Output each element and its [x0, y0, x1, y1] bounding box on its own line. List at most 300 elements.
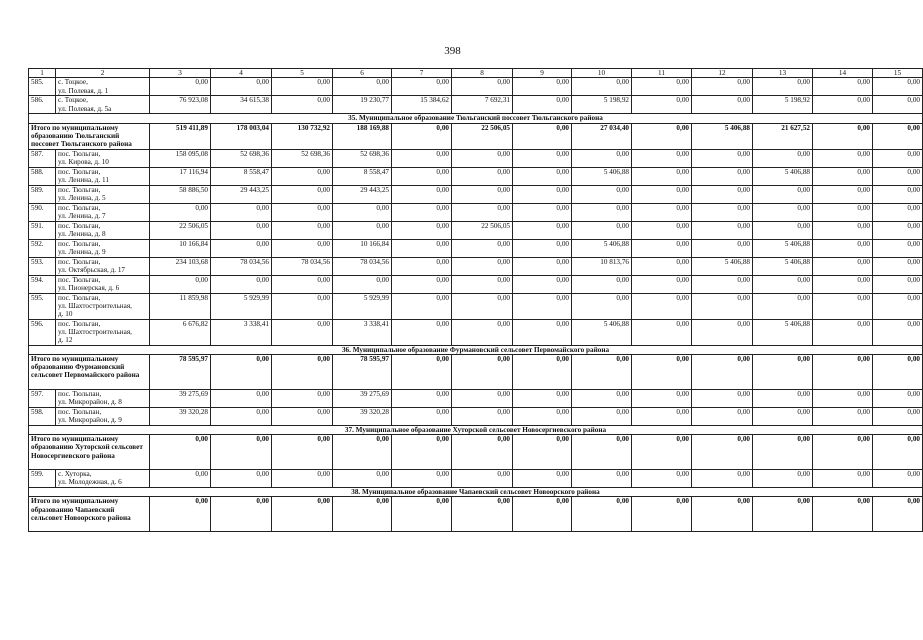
value-cell: 8 558,47: [211, 167, 272, 185]
value-cell: 0,00: [272, 293, 333, 319]
address-cell: пос. Тюльган, ул. Ленина, д. 7: [56, 203, 150, 221]
value-cell: 0,00: [632, 389, 692, 407]
address-cell: пос. Тюльган, ул. Ленина, д. 9: [56, 239, 150, 257]
value-cell: 0,00: [632, 203, 692, 221]
value-cell: 0,00: [692, 185, 753, 203]
value-cell: 0,00: [333, 203, 392, 221]
value-cell: 0,00: [333, 221, 392, 239]
value-cell: 0,00: [813, 407, 873, 425]
total-value: 0,00: [632, 497, 692, 532]
value-cell: 0,00: [272, 407, 333, 425]
row-number: 593.: [29, 257, 56, 275]
address-cell: пос. Тюльган, ул. Октябрьская, д. 17: [56, 257, 150, 275]
table-row: [29, 239, 923, 257]
total-row: [29, 435, 923, 470]
total-value: 0,00: [272, 354, 333, 389]
value-cell: 0,00: [632, 239, 692, 257]
column-number-cell: 6: [333, 69, 392, 78]
value-cell: 0,00: [813, 149, 873, 167]
value-cell: 0,00: [572, 185, 632, 203]
total-value: 0,00: [150, 435, 211, 470]
value-cell: 0,00: [692, 78, 753, 96]
value-cell: 0,00: [392, 407, 452, 425]
value-cell: 22 506,05: [452, 221, 513, 239]
value-cell: 0,00: [813, 239, 873, 257]
value-cell: 234 103,68: [150, 257, 211, 275]
value-cell: 0,00: [572, 149, 632, 167]
value-cell: 0,00: [211, 407, 272, 425]
value-cell: 52 698,36: [211, 149, 272, 167]
column-number-cell: 9: [513, 69, 572, 78]
total-value: 519 411,89: [150, 123, 211, 149]
row-number: 587.: [29, 149, 56, 167]
total-value: 0,00: [692, 354, 753, 389]
value-cell: 0,00: [572, 293, 632, 319]
value-cell: 0,00: [452, 257, 513, 275]
value-cell: 0,00: [211, 275, 272, 293]
total-value: 0,00: [692, 435, 753, 470]
total-value: 0,00: [873, 354, 923, 389]
value-cell: 0,00: [513, 167, 572, 185]
value-cell: 0,00: [873, 293, 923, 319]
section-heading: 38. Муниципальное образование Чапаевский сельсовет Новоорского района: [29, 488, 923, 497]
value-cell: 0,00: [572, 78, 632, 96]
row-number: 594.: [29, 275, 56, 293]
value-cell: 6 676,82: [150, 319, 211, 345]
value-cell: 0,00: [392, 293, 452, 319]
value-cell: 0,00: [272, 470, 333, 488]
data-table: [28, 68, 923, 532]
address-cell: пос. Тюльган, ул. Шахтостроительная, д. 12: [56, 319, 150, 345]
total-value: 0,00: [513, 497, 572, 532]
address-cell: пос. Тюльган, ул. Шахтостроительная, д. 10: [56, 293, 150, 319]
value-cell: 0,00: [873, 257, 923, 275]
value-cell: 0,00: [513, 185, 572, 203]
row-number: 592.: [29, 239, 56, 257]
total-row: [29, 354, 923, 389]
value-cell: 0,00: [572, 389, 632, 407]
value-cell: 0,00: [452, 470, 513, 488]
value-cell: 0,00: [753, 185, 813, 203]
value-cell: 0,00: [333, 275, 392, 293]
address-cell: пос. Тюльган, ул. Ленина, д. 5: [56, 185, 150, 203]
total-value: 0,00: [392, 354, 452, 389]
value-cell: 0,00: [452, 78, 513, 96]
value-cell: 0,00: [753, 389, 813, 407]
section-heading: 36. Муниципальное образование Фурмановский сельсовет Первомайского района: [29, 345, 923, 354]
address-cell: пос. Тюльпан, ул. Микрорайон, д. 9: [56, 407, 150, 425]
value-cell: 0,00: [150, 275, 211, 293]
value-cell: 5 406,88: [753, 319, 813, 345]
section-heading-row: [29, 345, 923, 354]
total-value: 0,00: [753, 497, 813, 532]
value-cell: 0,00: [392, 221, 452, 239]
address-cell: с. Хуторка, ул. Молодежная, д. 6: [56, 470, 150, 488]
value-cell: 39 320,28: [333, 407, 392, 425]
column-number-cell: 11: [632, 69, 692, 78]
total-value: 188 169,88: [333, 123, 392, 149]
total-value: 0,00: [873, 435, 923, 470]
total-value: 0,00: [632, 123, 692, 149]
column-number-row: [29, 69, 923, 78]
total-value: 0,00: [513, 435, 572, 470]
value-cell: 0,00: [692, 470, 753, 488]
value-cell: 0,00: [753, 221, 813, 239]
value-cell: 0,00: [692, 275, 753, 293]
value-cell: 0,00: [272, 78, 333, 96]
value-cell: 0,00: [513, 319, 572, 345]
value-cell: 0,00: [392, 257, 452, 275]
value-cell: 0,00: [211, 221, 272, 239]
value-cell: 0,00: [813, 185, 873, 203]
value-cell: 52 698,36: [333, 149, 392, 167]
total-value: 0,00: [753, 354, 813, 389]
table-row: [29, 407, 923, 425]
value-cell: 78 034,56: [272, 257, 333, 275]
value-cell: 0,00: [632, 221, 692, 239]
value-cell: 0,00: [753, 275, 813, 293]
total-value: 178 003,04: [211, 123, 272, 149]
value-cell: 0,00: [513, 78, 572, 96]
total-value: 0,00: [333, 435, 392, 470]
table-row: [29, 96, 923, 114]
value-cell: 0,00: [632, 319, 692, 345]
total-value: 0,00: [333, 497, 392, 532]
value-cell: 0,00: [873, 239, 923, 257]
value-cell: 0,00: [692, 239, 753, 257]
column-number-cell: 12: [692, 69, 753, 78]
value-cell: 0,00: [272, 239, 333, 257]
value-cell: 0,00: [272, 221, 333, 239]
value-cell: 0,00: [692, 167, 753, 185]
total-value: 0,00: [392, 123, 452, 149]
value-cell: 29 443,25: [333, 185, 392, 203]
address-cell: пос. Тюльпан, ул. Микрорайон, д. 8: [56, 389, 150, 407]
value-cell: 0,00: [392, 239, 452, 257]
column-number-cell: 13: [753, 69, 813, 78]
value-cell: 8 558,47: [333, 167, 392, 185]
value-cell: 0,00: [813, 221, 873, 239]
value-cell: 0,00: [392, 185, 452, 203]
column-number-cell: 4: [211, 69, 272, 78]
value-cell: 58 886,50: [150, 185, 211, 203]
value-cell: 0,00: [813, 293, 873, 319]
section-heading-row: [29, 488, 923, 497]
total-value: 0,00: [452, 435, 513, 470]
total-value: 0,00: [873, 497, 923, 532]
total-value: 0,00: [632, 435, 692, 470]
total-value: 0,00: [272, 435, 333, 470]
total-value: 0,00: [753, 435, 813, 470]
value-cell: 0,00: [813, 167, 873, 185]
column-number-cell: 7: [392, 69, 452, 78]
total-value: 0,00: [873, 123, 923, 149]
value-cell: 0,00: [692, 407, 753, 425]
value-cell: 5 406,88: [753, 167, 813, 185]
total-value: 0,00: [211, 435, 272, 470]
address-cell: с. Тоцкое, ул. Полевая, д. 5а: [56, 96, 150, 114]
value-cell: 0,00: [632, 257, 692, 275]
value-cell: 0,00: [753, 470, 813, 488]
value-cell: 5 406,88: [572, 239, 632, 257]
value-cell: 0,00: [272, 319, 333, 345]
value-cell: 0,00: [753, 78, 813, 96]
value-cell: 0,00: [513, 275, 572, 293]
table-row: [29, 257, 923, 275]
value-cell: 0,00: [572, 221, 632, 239]
row-number: 588.: [29, 167, 56, 185]
value-cell: 0,00: [272, 275, 333, 293]
value-cell: 0,00: [211, 78, 272, 96]
value-cell: 39 320,28: [150, 407, 211, 425]
value-cell: 39 275,69: [333, 389, 392, 407]
total-value: 0,00: [632, 354, 692, 389]
value-cell: 0,00: [272, 96, 333, 114]
value-cell: 0,00: [632, 470, 692, 488]
value-cell: 0,00: [873, 78, 923, 96]
value-cell: 0,00: [513, 389, 572, 407]
value-cell: 0,00: [692, 203, 753, 221]
value-cell: 11 859,98: [150, 293, 211, 319]
column-number-cell: 15: [873, 69, 923, 78]
value-cell: 0,00: [813, 389, 873, 407]
value-cell: 0,00: [873, 319, 923, 345]
column-number-cell: 5: [272, 69, 333, 78]
value-cell: 0,00: [513, 407, 572, 425]
value-cell: 0,00: [572, 275, 632, 293]
value-cell: 0,00: [632, 185, 692, 203]
row-number: 597.: [29, 389, 56, 407]
value-cell: 22 506,05: [150, 221, 211, 239]
value-cell: 5 406,88: [692, 257, 753, 275]
value-cell: 0,00: [813, 203, 873, 221]
value-cell: 0,00: [452, 203, 513, 221]
section-heading: 35. Муниципальное образование Тюльганский поссовет Тюльганского района: [29, 114, 923, 123]
value-cell: 0,00: [813, 78, 873, 96]
value-cell: 5 198,92: [572, 96, 632, 114]
value-cell: 0,00: [452, 319, 513, 345]
value-cell: 0,00: [452, 293, 513, 319]
total-value: 0,00: [211, 354, 272, 389]
value-cell: 0,00: [452, 275, 513, 293]
value-cell: 0,00: [452, 185, 513, 203]
value-cell: 0,00: [513, 149, 572, 167]
value-cell: 0,00: [813, 470, 873, 488]
table-row: [29, 319, 923, 345]
table-row: [29, 470, 923, 488]
value-cell: 0,00: [513, 293, 572, 319]
table-row: [29, 185, 923, 203]
value-cell: 0,00: [813, 275, 873, 293]
value-cell: 0,00: [513, 221, 572, 239]
address-cell: пос. Тюльган, ул. Кирова, д. 10: [56, 149, 150, 167]
total-label: Итого по муниципальному образованию Чапаевский сельсовет Новоорского района: [29, 497, 150, 532]
value-cell: 0,00: [392, 203, 452, 221]
page-number: 398: [444, 45, 461, 57]
value-cell: 0,00: [513, 203, 572, 221]
value-cell: 0,00: [873, 149, 923, 167]
total-value: 0,00: [813, 354, 873, 389]
address-cell: пос. Тюльган, ул. Ленина, д. 8: [56, 221, 150, 239]
value-cell: 5 406,88: [572, 319, 632, 345]
value-cell: 10 166,84: [333, 239, 392, 257]
value-cell: 0,00: [632, 407, 692, 425]
total-row: [29, 497, 923, 532]
value-cell: 5 406,88: [753, 257, 813, 275]
value-cell: 0,00: [692, 319, 753, 345]
value-cell: 0,00: [333, 78, 392, 96]
value-cell: 0,00: [272, 167, 333, 185]
column-number-cell: 10: [572, 69, 632, 78]
table-row: [29, 389, 923, 407]
value-cell: 3 338,41: [333, 319, 392, 345]
value-cell: 0,00: [873, 185, 923, 203]
value-cell: 5 198,92: [753, 96, 813, 114]
value-cell: 0,00: [392, 167, 452, 185]
total-value: 0,00: [150, 497, 211, 532]
total-value: 0,00: [692, 497, 753, 532]
value-cell: 5 406,88: [572, 167, 632, 185]
value-cell: 0,00: [333, 470, 392, 488]
column-number-cell: 14: [813, 69, 873, 78]
table-row: [29, 167, 923, 185]
value-cell: 0,00: [873, 470, 923, 488]
row-number: 598.: [29, 407, 56, 425]
total-value: 5 406,88: [692, 123, 753, 149]
total-value: 0,00: [813, 435, 873, 470]
value-cell: 0,00: [632, 275, 692, 293]
value-cell: 0,00: [392, 149, 452, 167]
value-cell: 0,00: [513, 96, 572, 114]
total-value: 0,00: [392, 435, 452, 470]
value-cell: 0,00: [392, 275, 452, 293]
value-cell: 0,00: [632, 167, 692, 185]
total-value: 0,00: [513, 123, 572, 149]
value-cell: 0,00: [150, 78, 211, 96]
value-cell: 0,00: [150, 203, 211, 221]
total-value: 0,00: [572, 354, 632, 389]
value-cell: 158 095,08: [150, 149, 211, 167]
table-body: [29, 69, 923, 532]
value-cell: 0,00: [813, 319, 873, 345]
value-cell: 0,00: [632, 78, 692, 96]
total-label: Итого по муниципальному образованию Фурмановский сельсовет Первомайского района: [29, 354, 150, 389]
total-value: 0,00: [392, 497, 452, 532]
row-number: 590.: [29, 203, 56, 221]
value-cell: 0,00: [873, 221, 923, 239]
row-number: 596.: [29, 319, 56, 345]
row-number: 586.: [29, 96, 56, 114]
total-value: 0,00: [452, 497, 513, 532]
section-heading-row: [29, 425, 923, 434]
value-cell: 0,00: [211, 203, 272, 221]
value-cell: 76 923,08: [150, 96, 211, 114]
value-cell: 52 698,36: [272, 149, 333, 167]
value-cell: 0,00: [572, 470, 632, 488]
total-value: 0,00: [452, 354, 513, 389]
row-number: 591.: [29, 221, 56, 239]
value-cell: 0,00: [513, 239, 572, 257]
value-cell: 0,00: [513, 257, 572, 275]
value-cell: 0,00: [272, 203, 333, 221]
value-cell: 39 275,69: [150, 389, 211, 407]
value-cell: 0,00: [211, 470, 272, 488]
table-row: [29, 293, 923, 319]
value-cell: 0,00: [211, 239, 272, 257]
value-cell: 0,00: [452, 407, 513, 425]
value-cell: 17 116,94: [150, 167, 211, 185]
value-cell: 0,00: [392, 78, 452, 96]
table-row: [29, 203, 923, 221]
value-cell: 78 034,56: [211, 257, 272, 275]
column-number-cell: 8: [452, 69, 513, 78]
value-cell: 0,00: [873, 389, 923, 407]
total-value: 78 595,97: [333, 354, 392, 389]
section-heading-row: [29, 114, 923, 123]
total-row: [29, 123, 923, 149]
total-value: 27 034,40: [572, 123, 632, 149]
value-cell: 0,00: [692, 96, 753, 114]
total-value: 21 627,52: [753, 123, 813, 149]
value-cell: 0,00: [873, 203, 923, 221]
value-cell: 0,00: [452, 239, 513, 257]
table-row: [29, 221, 923, 239]
value-cell: 0,00: [572, 203, 632, 221]
value-cell: 78 034,56: [333, 257, 392, 275]
value-cell: 5 929,99: [333, 293, 392, 319]
address-cell: с. Тоцкое, ул. Полевая, д. 1: [56, 78, 150, 96]
value-cell: 15 384,62: [392, 96, 452, 114]
column-number-cell: 3: [150, 69, 211, 78]
value-cell: 34 615,38: [211, 96, 272, 114]
value-cell: 0,00: [753, 407, 813, 425]
value-cell: 0,00: [211, 389, 272, 407]
row-number: 595.: [29, 293, 56, 319]
value-cell: 0,00: [873, 275, 923, 293]
total-value: 0,00: [572, 435, 632, 470]
value-cell: 0,00: [632, 293, 692, 319]
value-cell: 0,00: [692, 389, 753, 407]
total-value: 78 595,97: [150, 354, 211, 389]
value-cell: 0,00: [272, 185, 333, 203]
total-value: 0,00: [813, 123, 873, 149]
value-cell: 0,00: [392, 319, 452, 345]
value-cell: 0,00: [632, 149, 692, 167]
value-cell: 29 443,25: [211, 185, 272, 203]
value-cell: 0,00: [753, 149, 813, 167]
value-cell: 0,00: [873, 96, 923, 114]
value-cell: 19 230,77: [333, 96, 392, 114]
total-value: 130 732,92: [272, 123, 333, 149]
total-value: 0,00: [272, 497, 333, 532]
value-cell: 0,00: [392, 389, 452, 407]
value-cell: 0,00: [632, 96, 692, 114]
total-value: 22 506,05: [452, 123, 513, 149]
total-value: 0,00: [513, 354, 572, 389]
column-number-cell: 2: [56, 69, 150, 78]
value-cell: 0,00: [150, 470, 211, 488]
value-cell: 7 692,31: [452, 96, 513, 114]
total-value: 0,00: [572, 497, 632, 532]
value-cell: 5 406,88: [753, 239, 813, 257]
row-number: 599.: [29, 470, 56, 488]
value-cell: 0,00: [813, 96, 873, 114]
column-number-cell: 1: [29, 69, 56, 78]
value-cell: 0,00: [813, 257, 873, 275]
value-cell: 0,00: [452, 149, 513, 167]
value-cell: 0,00: [452, 389, 513, 407]
value-cell: 10 166,84: [150, 239, 211, 257]
